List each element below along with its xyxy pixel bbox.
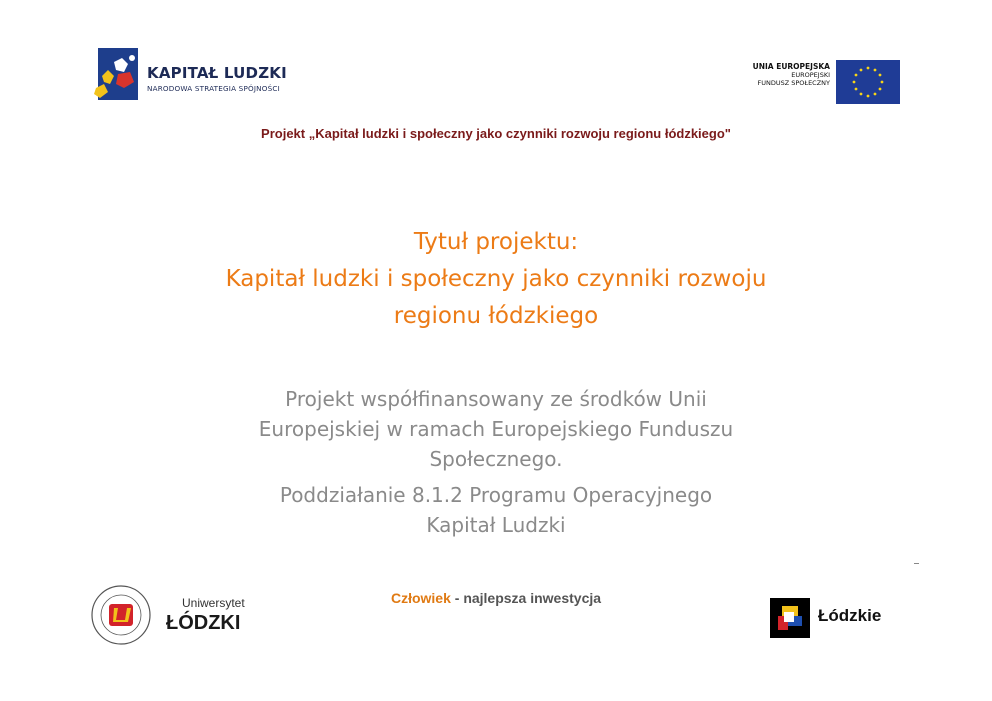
eu-logo-text [753,62,830,87]
kapital-ludzki-logo [92,44,332,104]
title-block [0,224,992,335]
eu-line-3: FUNDUSZ SPOŁECZNY [757,79,830,87]
decorative-dash [914,563,919,564]
title-line-3: regionu łódzkiego [393,303,599,329]
title-line-2: Kapitał ludzki i społeczny jako czynniki rozwoju [225,266,767,292]
subtitle-block [0,384,992,540]
lodzkie-emblem-icon [770,598,810,638]
kapital-ludzki-subtitle: NARODOWA STRATEGIA SPÓJNOŚCI [147,84,280,93]
kapital-ludzki-title: KAPITAŁ LUDZKI [147,64,287,82]
eu-flag-icon [836,60,900,104]
slogan-part-2: najlepsza inwestycja [463,590,602,606]
project-header-line: Projekt „Kapitał ludzki i społeczny jako czynniki rozwoju regionu łódzkiego" [261,126,731,141]
lodzkie-logo [770,596,900,640]
eu-logo [708,58,902,106]
eu-line-2: EUROPEJSKI [791,71,830,79]
university-name: ŁÓDZKI [166,612,241,634]
subtitle-line-5: Kapitał Ludzki [426,513,566,537]
subtitle-line-2: Europejskiej w ramach Europejskiego Funduszu [258,417,734,441]
subtitle-line-3: Społecznego. [429,447,563,471]
university-label: Uniwersytet [182,596,245,610]
eu-line-1: UNIA EUROPEJSKA [752,62,830,71]
title-line-1: Tytuł projektu: [413,229,579,255]
lodzkie-label: Łódzkie [818,606,882,625]
slogan-separator: - [450,590,464,606]
slogan-part-1: Człowiek [390,590,451,606]
subtitle-line-4: Poddziałanie 8.1.2 Programu Operacyjnego [279,483,713,507]
kapital-ludzki-emblem-icon [92,44,144,104]
subtitle-line-1: Projekt współfinansowany ze środków Unii [285,387,707,411]
